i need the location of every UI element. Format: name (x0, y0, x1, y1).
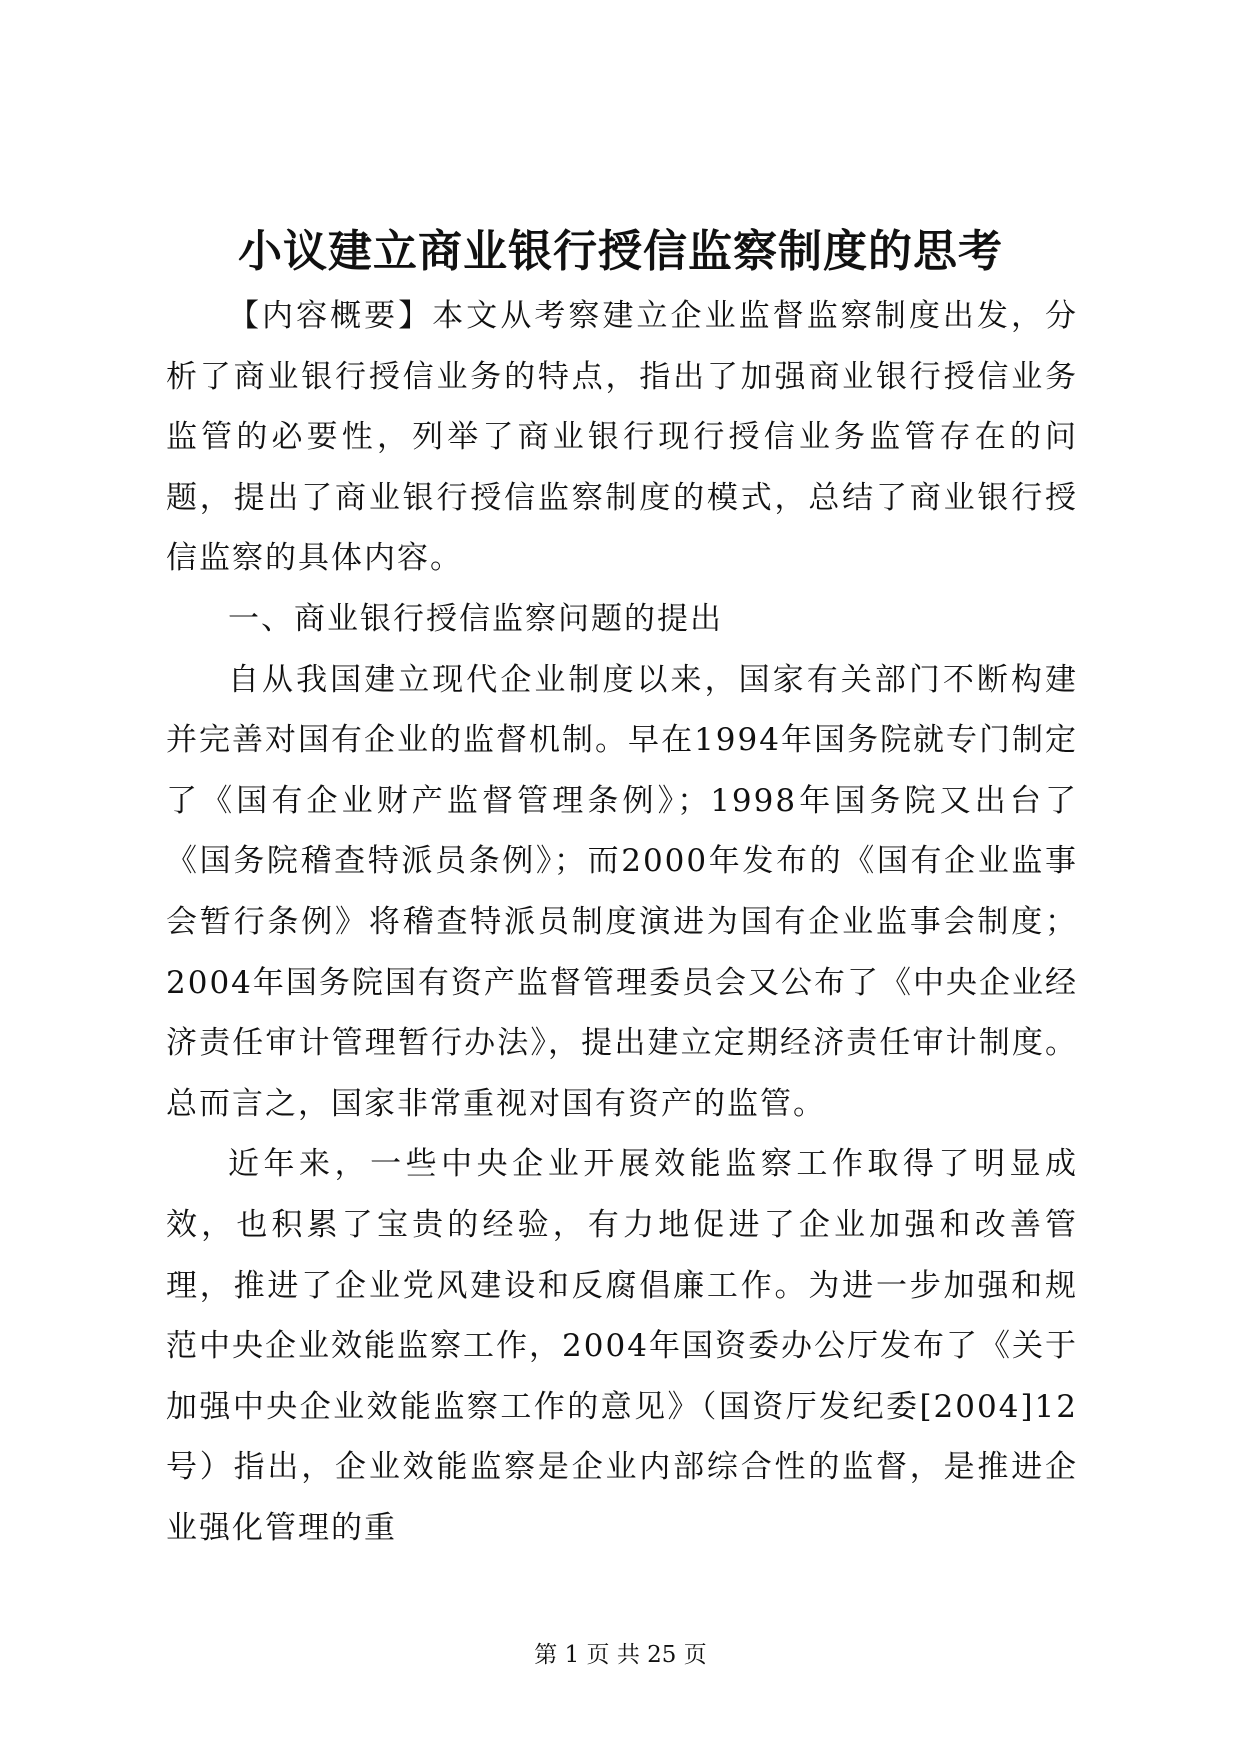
body-paragraph: 自从我国建立现代企业制度以来，国家有关部门不断构建并完善对国有企业的监督机制。早在1994年国务院就专门制定了《国有企业财产监督管理条例》；1998年国务院又出台了《国务院稽查特派员条例》；而2000年发布的《国有企业监事会暂行条例》将稽查特派员制度演进为国有企业监事会制度；2004年国务院国有资产监督管理委员会又公布了《中央企业经济责任审计管理暂行办法》，提出建立定期经济责任审计制度。总而言之，国家非常重视对国有资产的监管。 (166, 661, 1078, 1122)
section-heading: 一、商业银行授信监察问题的提出 (228, 600, 723, 637)
document-body (166, 286, 1078, 1558)
page-number-footer: 第 1 页 共 25 页 (534, 1642, 707, 1668)
body-paragraph: 近年来，一些中央企业开展效能监察工作取得了明显成效，也积累了宝贵的经验，有力地促进了企业加强和改善管理，推进了企业党风建设和反腐倡廉工作。为进一步加强和规范中央企业效能监察工作，2004年国资委办公厅发布了《关于加强中央企业效能监察工作的意见》（国资厅发纪委[2004]12号）指出，企业效能监察是企业内部综合性的监督，是推进企业强化管理的重 (166, 1146, 1078, 1546)
abstract-paragraph: 【内容概要】本文从考察建立企业监督监察制度出发，分析了商业银行授信业务的特点，指出了加强商业银行授信业务监管的必要性，列举了商业银行现行授信业务监管存在的问题，提出了商业银行授信监察制度的模式，总结了商业银行授信监察的具体内容。 (166, 298, 1078, 577)
document-title: 小议建立商业银行授信监察制度的思考 (238, 226, 1003, 277)
